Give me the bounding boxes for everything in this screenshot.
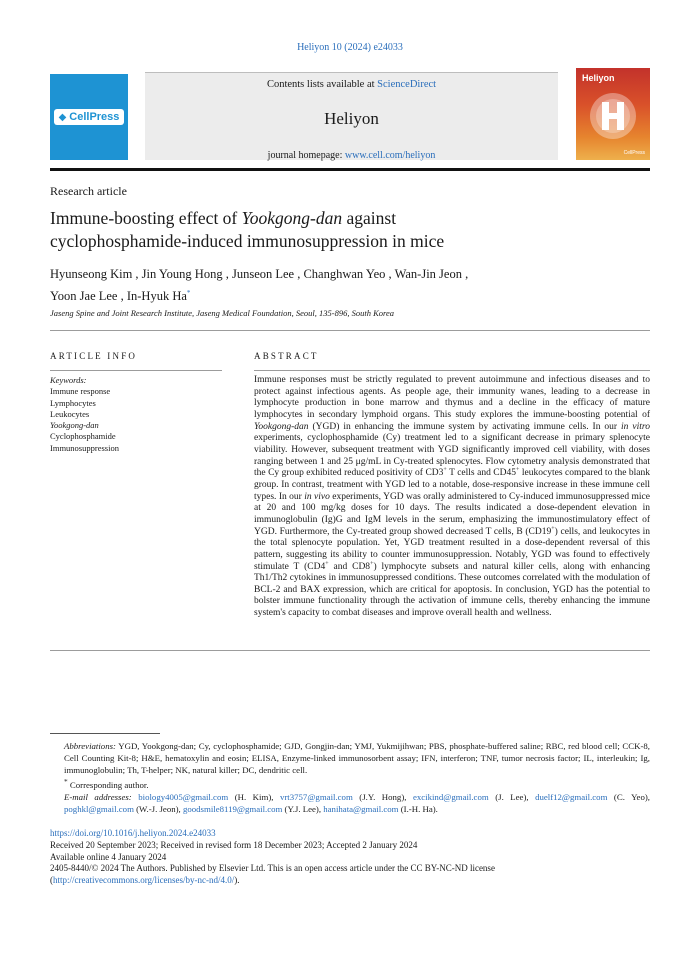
article-title: Immune-boosting effect of Yookgong-dan against cyclophosphamide-induced immunosuppression in mice (50, 208, 445, 251)
article-info-heading: ARTICLE INFO (50, 351, 138, 361)
sciencedirect-link[interactable]: ScienceDirect (377, 79, 437, 90)
footnote-divider (50, 733, 160, 734)
email-link[interactable]: poghkl@gmail.com (64, 803, 134, 814)
cover-h-logo-icon (589, 92, 637, 140)
abbreviations-note: Abbreviations: YGD, Yookgong-dan; Cy, cyclophosphamide; GJD, Gongjin-dan; YMJ, Yukmijihwan; PBS, phosphate-buffered saline; RBC, red blood cell; CCK-8, Cell Counting Kit-8; H&E, hematoxylin and eosin; ELISA, Enzyme-linked immunosorbent assay; IFN, interferon; TNF, tumor necrosis factor; IL, interleukin; Ig, immunoglobulin; Th, T-helper; NK, natural killer; DC, dendritic cell. (64, 741, 650, 775)
email-link[interactable]: duelf12@gmail.com (535, 791, 608, 802)
journal-homepage-link[interactable]: www.cell.com/heliyon (344, 150, 436, 161)
article-info-divider (50, 370, 222, 371)
license-url-line: (http://creativecommons.org/licenses/by-nc-nd/4.0/). (50, 875, 240, 886)
keywords-label: Keywords: (50, 375, 87, 385)
email-note: E-mail addresses: biology4005@gmail.com (H. Kim), vrt3757@gmail.com (J.Y. Hong), excikind@gmail.com (J. Lee), duelf12@gmail.com (C. Yeo), poghkl@gmail.com (W.-J. Jeon), goodsmile8119@gmail.com (Y.J. Lee), hanihata@gmail.com (I.-H. Ha). (64, 791, 650, 814)
email-link[interactable]: goodsmile8119@gmail.com (182, 803, 283, 814)
homepage-line: journal homepage: www.cell.com/heliyon (267, 150, 436, 161)
email-link[interactable]: vrt3757@gmail.com (279, 791, 353, 802)
journal-reference[interactable]: Heliyon 10 (2024) e24033 (297, 42, 403, 53)
contents-line: Contents lists available at ScienceDirect (266, 79, 437, 90)
affiliation: Jaseng Spine and Joint Research Institute, Jaseng Medical Foundation, Seoul, 135-896, South Korea (50, 308, 395, 318)
keywords-list (50, 375, 222, 454)
corresponding-author-mark[interactable]: * (186, 289, 191, 297)
authors-line-2[interactable]: Yoon Jae Lee , In-Hyuk Ha (50, 289, 187, 304)
journal-cover[interactable] (576, 68, 650, 160)
cellpress-logo-text: CellPress (69, 111, 120, 123)
keyword-item: Leukocytes (50, 408, 90, 419)
email-link[interactable]: biology4005@gmail.com (138, 791, 229, 802)
keyword-item: Cyclophosphamide (50, 431, 116, 442)
online-date: Available online 4 January 2024 (50, 851, 167, 862)
keyword-item: Lymphocytes (50, 397, 96, 408)
cellpress-logo[interactable] (50, 74, 128, 160)
journal-masthead (50, 68, 650, 162)
abstract-heading: ABSTRACT (254, 351, 319, 361)
cellpress-glyph-icon: ◆ (58, 111, 67, 123)
keyword-item: Immune response (50, 386, 111, 397)
article-type: Research article (50, 184, 127, 198)
abstract-end-divider (50, 650, 650, 651)
doi-link[interactable]: https://doi.org/10.1016/j.heliyon.2024.e24033 (50, 828, 216, 838)
publication-info (50, 828, 650, 887)
journal-name: Heliyon (324, 109, 379, 128)
cover-footer: CellPress (623, 150, 645, 156)
keyword-item: Immunosuppression (50, 442, 119, 453)
author-list (50, 265, 650, 306)
email-link[interactable]: excikind@gmail.com (412, 791, 489, 802)
cellpress-badge (54, 109, 125, 125)
abstract-text: Immune responses must be strictly regulated to prevent autoimmune and infectious diseases and to protect against infectious agents. As people age, their immunity wanes, leading to a decrease in lymphocyte production in bone marrow and thymus and a decline in the efficacy of mature lymphocytes in secondary lymphoid organs. This study explores the immune-boosting potential of Yookgong-dan (YGD) in enhancing the immune system by activating immune cells. In our in vitro experiments, cyclophosphamide (Cy) treatment led to a significant decrease in primary splenocyte viability. However, subsequent treatment with YGD significantly improved cell viability, with doses ranging between 1 and 25 μg/mL in Cy-treated splenocytes. Flow cytometry analysis demonstrated that the Cy group exhibited reduced positivity of CD3+ T cells and CD45+ leukocytes compared to the blank group. In contrast, treatment with YGD led to a notable, dose-responsive increase in these immune cell types. In our in vivo experiments, YGD was orally administered to Cy-induced immunosuppressed mice at 20 and 100 mg/kg doses for 10 days. The results indicated a dose-dependent elevation in immunoglobulin (Ig)G and IgM levels in the serum, emphasizing the immunostimulatory effect of YGD. Furthermore, the Cy-treated group showed decreased T cells, B (CD19+) cells, and leukocytes in the total splenocyte population. Yet, YGD treatment resulted in a dose-dependent reversal of this pattern, suggesting its ability to counter immunosuppression. Notably, YGD was found to effectively stimulate T (CD4+ and CD8+) lymphocyte subsets and natural killer cells, along with enhancing Th1/Th2 cytokines in immunosuppressed conditions. These outcomes correlated with the modulation of BCL-2 and BAX expression, which are critical for apoptosis. In conclusion, YGD has the potential to bolster immune functionality through the activation of immune cells, thereby enhancing the immune system's capacity to combat diseases and improve overall health and wellness. (254, 375, 651, 619)
corresponding-note: * Corresponding author. (64, 777, 149, 790)
abstract-divider (254, 370, 650, 371)
affiliation-divider (50, 330, 650, 331)
authors-line-1[interactable]: Hyunseong Kim , Jin Young Hong , Junseon Lee , Changhwan Yeo , Wan-Jin Jeon , (50, 267, 469, 281)
cover-title: Heliyon (582, 73, 615, 83)
masthead-info-box (145, 72, 558, 160)
keyword-item: Yookgong-dan (50, 420, 99, 431)
email-link[interactable]: hanihata@gmail.com (323, 803, 399, 814)
header-divider (50, 168, 650, 171)
license-text: 2405-8440/© 2024 The Authors. Published by Elsevier Ltd. This is an open access article under the CC BY-NC-ND license (50, 863, 495, 874)
publication-history: Received 20 September 2023; Received in revised form 18 December 2023; Accepted 2 January 2024 (50, 839, 418, 850)
footnotes (50, 740, 650, 815)
license-link[interactable]: http://creativecommons.org/licenses/by-nc-nd/4.0/ (53, 875, 235, 886)
